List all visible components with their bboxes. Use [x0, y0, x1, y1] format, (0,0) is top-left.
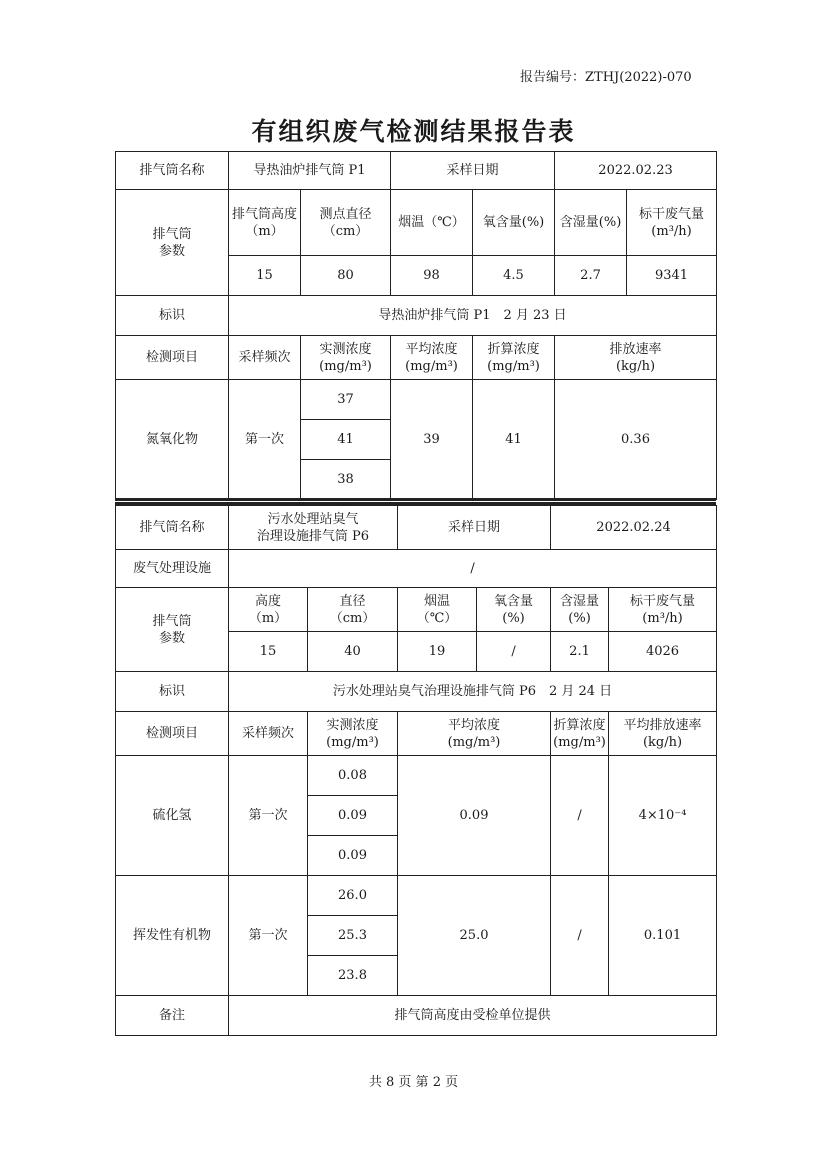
stack-name-label: 排气筒名称	[116, 506, 229, 550]
rate-value: 0.36	[555, 380, 717, 500]
stack-name-value: 污水处理站臭气 治理设施排气筒 P6	[229, 506, 398, 550]
converted-value: /	[551, 876, 609, 996]
stack-params-label: 排气筒 参数	[116, 588, 229, 672]
item-header-rate: 平均排放速率 (kg/h)	[609, 712, 717, 756]
param-value-moisture: 2.7	[555, 256, 627, 296]
param-value-height: 15	[229, 256, 301, 296]
param-value-temp: 98	[391, 256, 473, 296]
measured-value: 23.8	[308, 956, 398, 996]
param-value-oxygen: /	[477, 632, 551, 672]
param-value-flow: 4026	[609, 632, 717, 672]
item-header-item: 检测项目	[116, 336, 229, 380]
converted-value: /	[551, 756, 609, 876]
param-header-height: 排气筒高度（m）	[229, 190, 301, 256]
avg-value: 39	[391, 380, 473, 500]
pollutant-name: 氮氧化物	[116, 380, 229, 500]
sampling-date-label: 采样日期	[398, 506, 551, 550]
page-footer: 共 8 页 第 2 页	[368, 1075, 459, 1090]
item-header-freq: 采样频次	[229, 336, 301, 380]
ident-label: 标识	[116, 296, 229, 336]
rate-value: 0.101	[609, 876, 717, 996]
param-header-flow: 标干废气量 (m³/h)	[609, 588, 717, 632]
param-value-diameter: 80	[301, 256, 391, 296]
pollutant-freq: 第一次	[229, 380, 301, 500]
sampling-date-value: 2022.02.23	[555, 152, 717, 190]
item-header-converted: 折算浓度 (mg/m³)	[551, 712, 609, 756]
stack-name-value: 导热油炉排气筒 P1	[229, 152, 391, 190]
stack-params-label: 排气筒 参数	[116, 190, 229, 296]
measured-value: 41	[301, 420, 391, 460]
divider	[115, 498, 716, 501]
page-title: 有组织废气检测结果报告表	[251, 117, 576, 146]
treatment-facility-value: /	[229, 550, 717, 588]
item-header-freq: 采样频次	[229, 712, 308, 756]
param-value-moisture: 2.1	[551, 632, 609, 672]
param-header-diameter: 直径 （cm）	[308, 588, 398, 632]
param-header-moisture: 含湿量 (%)	[551, 588, 609, 632]
measured-value: 0.09	[308, 796, 398, 836]
sampling-date-value: 2022.02.24	[551, 506, 717, 550]
remark-value: 排气筒高度由受检单位提供	[229, 996, 717, 1036]
param-value-height: 15	[229, 632, 308, 672]
measured-value: 0.09	[308, 836, 398, 876]
stack-p6-table	[115, 505, 717, 1036]
item-header-converted: 折算浓度 (mg/m³)	[473, 336, 555, 380]
pollutant-freq: 第一次	[229, 756, 308, 876]
param-header-temp: 烟温（℃）	[391, 190, 473, 256]
avg-value: 0.09	[398, 756, 551, 876]
param-value-oxygen: 4.5	[473, 256, 555, 296]
item-header-item: 检测项目	[116, 712, 229, 756]
pollutant-name: 硫化氢	[116, 756, 229, 876]
converted-value: 41	[473, 380, 555, 500]
param-header-temp: 烟温 （℃）	[398, 588, 477, 632]
item-header-avg: 平均浓度 (mg/m³)	[398, 712, 551, 756]
sampling-date-label: 采样日期	[391, 152, 555, 190]
measured-value: 25.3	[308, 916, 398, 956]
rate-value: 4×10⁻⁴	[609, 756, 717, 876]
measured-value: 38	[301, 460, 391, 500]
ident-value: 导热油炉排气筒 P1 2 月 23 日	[229, 296, 717, 336]
treatment-facility-label: 废气处理设施	[116, 550, 229, 588]
param-header-height: 高度 （m）	[229, 588, 308, 632]
avg-value: 25.0	[398, 876, 551, 996]
param-header-oxygen: 氧含量(%)	[473, 190, 555, 256]
item-header-measured: 实测浓度 (mg/m³)	[308, 712, 398, 756]
ident-label: 标识	[116, 672, 229, 712]
ident-value: 污水处理站臭气治理设施排气筒 P6 2 月 24 日	[229, 672, 717, 712]
item-header-rate: 排放速率 (kg/h)	[555, 336, 717, 380]
item-header-measured: 实测浓度 (mg/m³)	[301, 336, 391, 380]
param-header-moisture: 含湿量(%)	[555, 190, 627, 256]
stack-p1-table	[115, 151, 717, 500]
pollutant-name: 挥发性有机物	[116, 876, 229, 996]
measured-value: 0.08	[308, 756, 398, 796]
pollutant-freq: 第一次	[229, 876, 308, 996]
param-value-flow: 9341	[627, 256, 717, 296]
remark-label: 备注	[116, 996, 229, 1036]
param-header-flow: 标干废气量 (m³/h)	[627, 190, 717, 256]
measured-value: 26.0	[308, 876, 398, 916]
param-value-temp: 19	[398, 632, 477, 672]
measured-value: 37	[301, 380, 391, 420]
stack-name-label: 排气筒名称	[116, 152, 229, 190]
param-header-diameter: 测点直径（cm）	[301, 190, 391, 256]
param-header-oxygen: 氧含量 (%)	[477, 588, 551, 632]
item-header-avg: 平均浓度 (mg/m³)	[391, 336, 473, 380]
param-value-diameter: 40	[308, 632, 398, 672]
report-number: 报告编号：ZTHJ(2022)-070	[520, 70, 692, 85]
